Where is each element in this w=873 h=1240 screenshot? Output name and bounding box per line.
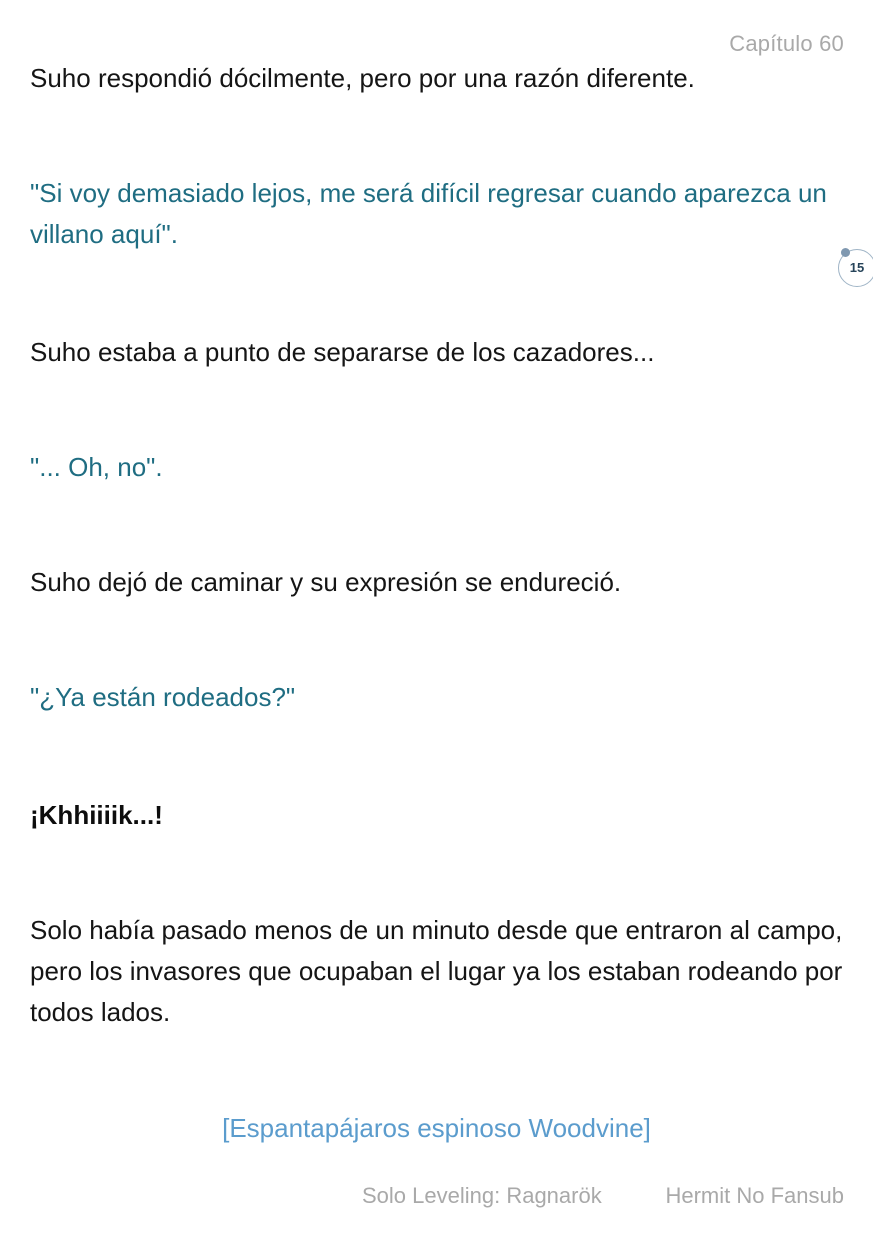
footer-credit: Hermit No Fansub xyxy=(665,1183,844,1208)
paragraph-dialogue: "... Oh, no". xyxy=(30,452,163,482)
page-marker-dot-icon xyxy=(841,248,850,257)
page-marker-number: 15 xyxy=(849,260,865,275)
paragraph-narration: Solo había pasado menos de un minuto desde que entraron al campo, pero los invasores que ocupaban el lugar ya los estaban rodeando por todos lados. xyxy=(30,915,843,1027)
page-marker-button[interactable] xyxy=(838,249,873,287)
system-window-text: [Espantapájaros espinoso Woodvine] xyxy=(222,1113,651,1143)
paragraph-sound-effect: ¡Khhiiiik...! xyxy=(30,800,163,830)
paragraph-narration: Suho estaba a punto de separarse de los cazadores... xyxy=(30,337,655,367)
chapter-label: Capítulo 60 xyxy=(729,31,844,56)
paragraph-dialogue: "¿Ya están rodeados?" xyxy=(30,682,296,712)
paragraph-narration: Suho dejó de caminar y su expresión se endureció. xyxy=(30,567,622,597)
footer-title: Solo Leveling: Ragnarök xyxy=(362,1183,602,1208)
paragraph-narration: Suho respondió dócilmente, pero por una razón diferente. xyxy=(30,63,695,93)
paragraph-dialogue: "Si voy demasiado lejos, me será difícil regresar cuando aparezca un villano aquí". xyxy=(30,178,827,249)
